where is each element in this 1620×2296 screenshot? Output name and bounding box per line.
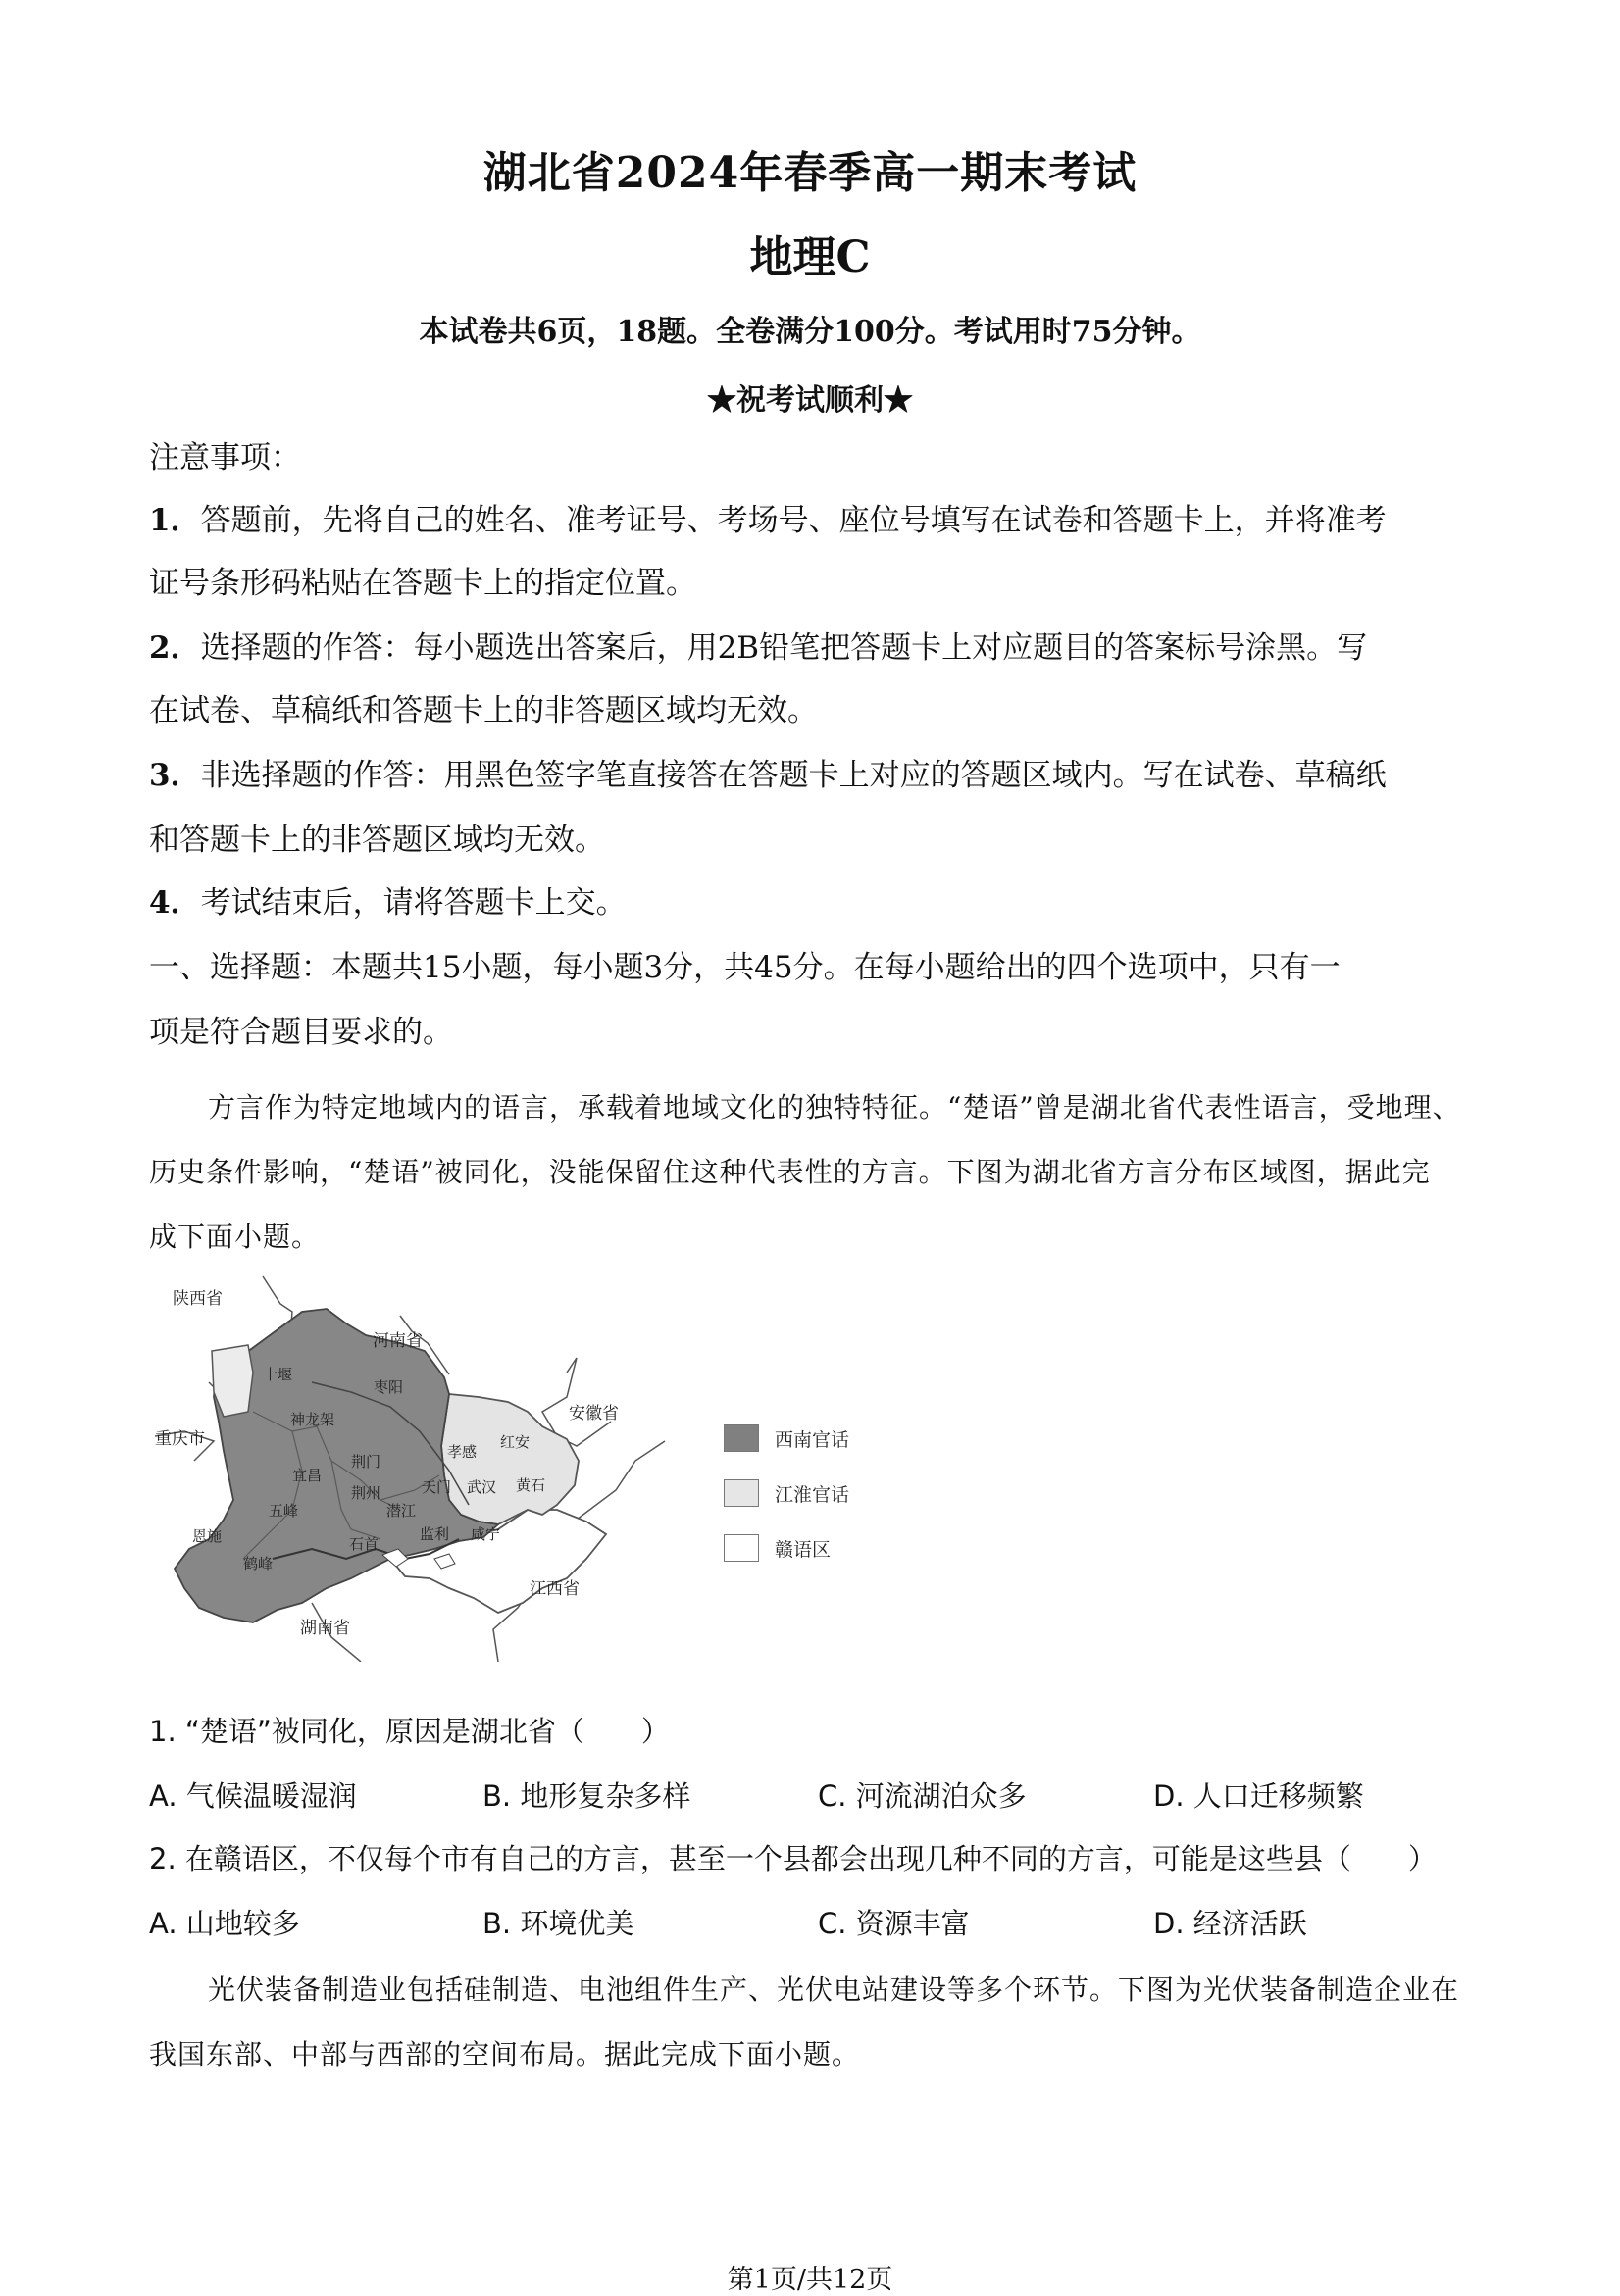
legend-swatch (724, 1424, 759, 1452)
page-footer: 第1页/共12页 (727, 2265, 893, 2295)
map-label-henan: 河南省 (373, 1331, 423, 1351)
map-city-label: 神龙架 (290, 1411, 335, 1428)
material-1-line-3: 成下面小题。 (149, 1221, 321, 1253)
notice-item-number: 2． (149, 630, 201, 666)
notice-text: 答题前，先将自己的姓名、准考证号、考场号、座位号填写在试卷和答题卡上，并将准考 (200, 503, 1387, 538)
notice-item-number: 3． (149, 758, 201, 793)
map-city-label: 石首 (349, 1535, 380, 1553)
notice-text: 考试结束后，请将答题卡上交。 (200, 885, 627, 921)
map-city-label: 红安 (500, 1433, 531, 1451)
notice-item-3-line-2: 和答题卡上的非答题区域均无效。 (149, 823, 605, 858)
material-1-line-1: 方言作为特定地域内的语言，承载着地域文化的独特特征。“楚语”曾是湖北省代表性语言，受地理、 (208, 1091, 1461, 1123)
notice-text: 非选择题的作答：用黑色签字笔直接答在答题卡上对应的答题区域内。写在试卷、草稿纸 (200, 758, 1387, 793)
question-1-option-b[interactable]: B. 地形复杂多样 (482, 1779, 691, 1813)
section-heading-line-1: 一、选择题：本题共15小题，每小题3分，共45分。在每小题给出的四个选项中，只有一 (149, 950, 1341, 985)
question-2-option-c[interactable]: C. 资源丰富 (818, 1907, 970, 1940)
map-city-label: 咸宁 (471, 1525, 501, 1543)
map-city-label: 十堰 (263, 1366, 293, 1383)
map-label-chongqing: 重庆市 (155, 1429, 205, 1449)
hubei-dialect-map (155, 1265, 684, 1662)
map-city-label: 荆门 (351, 1453, 381, 1471)
material-2-line-2: 我国东部、中部与西部的空间布局。据此完成下面小题。 (149, 2038, 861, 2071)
question-1-option-a[interactable]: A. 气候温暖湿润 (149, 1779, 357, 1813)
exam-title: 湖北省2024年春季高一期末考试 (482, 148, 1138, 198)
question-1-option-c[interactable]: C. 河流湖泊众多 (818, 1779, 1027, 1813)
map-city-label: 五峰 (269, 1502, 299, 1520)
notice-text: 选择题的作答：每小题选出答案后，用2B铅笔把答题卡上对应题目的答案标号涂黑。写 (200, 630, 1368, 666)
map-city-label: 宜昌 (292, 1467, 323, 1484)
map-label-anhui: 安徽省 (569, 1404, 619, 1423)
legend-item-jianghuai (724, 1476, 849, 1510)
question-2-option-b[interactable]: B. 环境优美 (482, 1907, 634, 1940)
map-label-hunan: 湖南省 (300, 1619, 350, 1638)
notice-item-1-line-2: 证号条形码粘贴在答题卡上的指定位置。 (149, 566, 696, 601)
map-label-jiangxi: 江西省 (530, 1579, 580, 1599)
material-1-line-2: 历史条件影响，“楚语”被同化，没能保留住这种代表性的方言。下图为湖北省方言分布区域图，据此完 (149, 1156, 1431, 1188)
notice-item-1-line-1 (149, 503, 1493, 538)
map-legend (724, 1422, 939, 1588)
map-city-label: 监利 (420, 1525, 450, 1543)
map-city-label: 枣阳 (374, 1378, 404, 1396)
map-label-shaanxi: 陕西省 (173, 1289, 223, 1309)
blessing-line: ★祝考试顺利★ (707, 383, 913, 418)
legend-label: 江淮官话 (775, 1483, 850, 1506)
material-2-line-1: 光伏装备制造业包括硅制造、电池组件生产、光伏电站建设等多个环节。下图为光伏装备制造企业在 (208, 1973, 1460, 2006)
map-city-label: 孝感 (447, 1443, 478, 1461)
notice-heading: 注意事项： (149, 440, 301, 475)
map-city-label: 黄石 (516, 1476, 546, 1494)
map-city-label: 天门 (422, 1478, 452, 1496)
notice-item-number: 1． (149, 503, 201, 538)
question-2-option-a[interactable]: A. 山地较多 (149, 1907, 300, 1940)
legend-label: 西南官话 (775, 1428, 850, 1451)
legend-item-gan (724, 1531, 831, 1565)
map-city-label: 荆州 (351, 1484, 381, 1502)
legend-swatch (724, 1534, 759, 1562)
question-1-option-d[interactable]: D. 人口迁移频繁 (1153, 1779, 1364, 1813)
legend-swatch (724, 1479, 759, 1507)
question-1-stem: 1. “楚语”被同化，原因是湖北省（ ） (149, 1715, 670, 1748)
legend-item-southwest (724, 1422, 849, 1455)
notice-item-number: 4． (149, 885, 201, 921)
section-heading-line-2: 项是符合题目要求的。 (149, 1015, 453, 1050)
notice-item-4-line-1 (149, 885, 1493, 921)
notice-item-3-line-1 (149, 758, 1493, 793)
notice-item-2-line-1 (149, 630, 1493, 666)
map-city-label: 恩施 (192, 1527, 223, 1545)
subject-title: 地理C (749, 232, 871, 282)
notice-item-2-line-2: 在试卷、草稿纸和答题卡上的非答题区域均无效。 (149, 693, 818, 728)
question-2-stem: 2. 在赣语区，不仅每个市有自己的方言，甚至一个县都会出现几种不同的方言，可能是这些县（ ） (149, 1842, 1437, 1875)
map-city-label: 武汉 (467, 1478, 497, 1496)
map-city-label: 鹤峰 (243, 1555, 274, 1572)
question-2-option-d[interactable]: D. 经济活跃 (1153, 1907, 1307, 1940)
exam-info: 本试卷共6页，18题。全卷满分100分。考试用时75分钟。 (419, 315, 1201, 349)
map-city-label: 潜江 (386, 1502, 417, 1520)
legend-label: 赣语区 (775, 1538, 832, 1561)
